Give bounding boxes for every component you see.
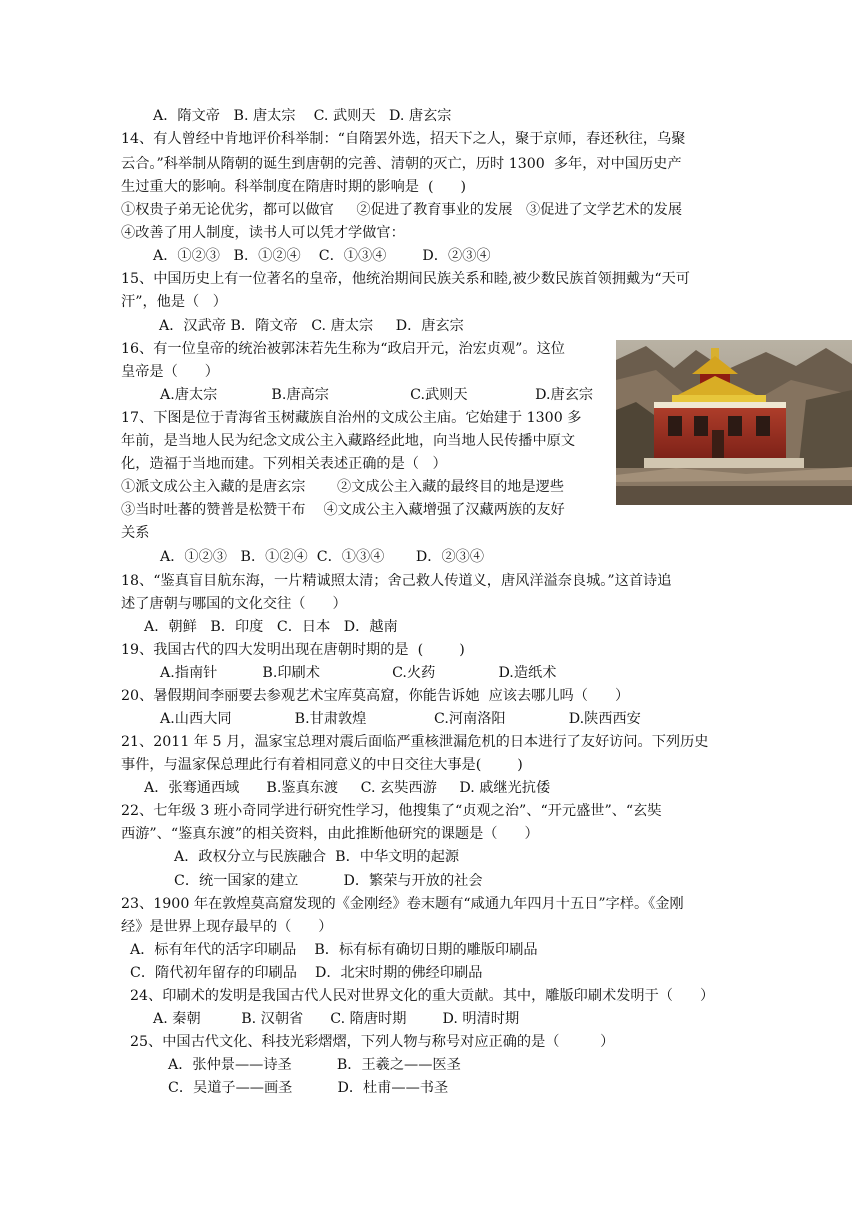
q23-options-line1: A．标有年代的活字印刷品 B．标有标有确切日期的雕版印刷品 xyxy=(130,942,538,958)
q15-stem-line1: 15、中国历史上有一位著名的皇帝，他统治期间民族关系和睦,被少数民族首领拥戴为“天可 xyxy=(121,271,690,287)
q13-options: A．隋文帝 B. 唐太宗 C. 武则天 D. 唐玄宗 xyxy=(153,108,452,124)
q14-statements-line1: ①权贵子弟无论优劣，都可以做官 ②促进了教育事业的发展 ③促进了文学艺术的发展 xyxy=(121,202,683,218)
q18-stem-line2: 述了唐朝与哪国的文化交往（ ） xyxy=(121,596,347,612)
q14-stem-line3: 生过重大的影响。科举制度在隋唐时期的影响是 ( ) xyxy=(121,179,467,195)
q25-options-line2: C．吴道子——画圣 D．杜甫——书圣 xyxy=(168,1080,449,1096)
q17-options: A．①②③ B．①②④ C．①③④ D．②③④ xyxy=(160,549,485,565)
q22-options-line2: C．统一国家的建立 D．繁荣与开放的社会 xyxy=(174,873,483,889)
q23-stem-line1: 23、1900 年在敦煌莫高窟发现的《金刚经》卷末题有“咸通九年四月十五日”字样。《金刚 xyxy=(121,896,684,912)
q17-statements-line3: 关系 xyxy=(121,525,150,541)
q14-options: A．①②③ B．①②④ C．①③④ D．②③④ xyxy=(153,248,491,264)
q17-statements-line2: ③当时吐蕃的赞普是松赞干布 ④文成公主入藏增强了汉藏两族的友好 xyxy=(121,502,565,518)
q24-options: A. 秦朝 B. 汉朝省 C. 隋唐时期 D. 明清时期 xyxy=(153,1011,520,1027)
q19-stem: 19、我国古代的四大发明出现在唐朝时期的是 ( ) xyxy=(121,642,465,658)
q21-options: A．张骞通西域 B.鉴真东渡 C. 玄奘西游 D. 戚继光抗倭 xyxy=(144,780,551,796)
q22-stem-line2: 西游”、“鉴真东渡”的相关资料，由此推断他研究的课题是（ ） xyxy=(121,826,539,842)
q17-stem-line3: 化，造福于当地而建。下列相关表述正确的是（ ） xyxy=(121,456,447,472)
q23-stem-line2: 经》是世界上现存最早的（ ） xyxy=(121,919,333,935)
q25-options-line1: A．张仲景——诗圣 B．王羲之——医圣 xyxy=(168,1057,461,1073)
q25-stem: 25、中国古代文化、科技光彩熠熠，下列人物与称号对应正确的是（ ） xyxy=(130,1034,615,1050)
q15-options: A．汉武帝 B．隋文帝 C. 唐太宗 D．唐玄宗 xyxy=(159,318,464,334)
q17-stem-line2: 年前，是当地人民为纪念文成公主入藏路经此地，向当地人民传播中原文 xyxy=(121,433,576,449)
q22-options-line1: A．政权分立与民族融合 B．中华文明的起源 xyxy=(174,849,460,865)
q14-stem-line1: 14、有人曾经中肯地评价科举制：“自隋罢外选，招天下之人，聚于京师，春还秋往，乌聚 xyxy=(121,131,686,147)
q16-stem-line2: 皇帝是（ ） xyxy=(121,364,219,380)
q21-stem-line1: 21、2011 年 5 月，温家宝总理对震后面临严重核泄漏危机的日本进行了友好访问。下列历史 xyxy=(121,734,709,750)
q18-stem-line1: 18、“鉴真盲目航东海，一片精诚照太清；舍己救人传道义，唐风洋溢奈良城。”这首诗追 xyxy=(121,573,672,589)
q15-stem-line2: 汗”，他是（ ） xyxy=(121,294,227,310)
q16-options: A.唐太宗 B.唐高宗 C.武则天 D.唐玄宗 xyxy=(160,387,594,403)
q24-stem: 24、印刷术的发明是我国古代人民对世界文化的重大贡献。其中，雕版印刷术发明于（ ） xyxy=(130,988,715,1004)
q14-stem-line2: 云合。”科举制从隋朝的诞生到唐朝的完善、清朝的灭亡，历时 1300 多年，对中国历史产 xyxy=(121,156,682,172)
q20-options: A.山西大同 B.甘肃敦煌 C.河南洛阳 D.陕西西安 xyxy=(160,711,641,727)
q14-statements-line2: ④改善了用人制度，读书人可以凭才学做官： xyxy=(121,225,405,241)
q21-stem-line2: 事件，与温家保总理此行有着相同意义的中日交往大事是( ) xyxy=(121,757,523,773)
q17-stem-line1: 17、下图是位于青海省玉树藏族自治州的文成公主庙。它始建于 1300 多 xyxy=(121,410,582,426)
q16-stem-line1: 16、有一位皇帝的统治被郭沫若先生称为“政启开元，治宏贞观”。这位 xyxy=(121,341,565,357)
q17-statements-line1: ①派文成公主入藏的是唐玄宗 ②文成公主入藏的最终目的地是逻些 xyxy=(121,479,565,495)
q23-options-line2: C．隋代初年留存的印刷品 D．北宋时期的佛经印刷品 xyxy=(130,965,483,981)
q22-stem-line1: 22、七年级 3 班小奇同学进行研究性学习，他搜集了“贞观之治”、“开元盛世”、“玄奘 xyxy=(121,803,662,819)
q19-options: A.指南针 B.印刷术 C.火药 D.造纸术 xyxy=(160,665,557,681)
wencheng-temple-photo xyxy=(616,340,852,505)
q20-stem: 20、暑假期间李丽要去参观艺术宝库莫高窟，你能告诉她 应该去哪儿吗（ ） xyxy=(121,688,630,704)
q18-options: A．朝鲜 B．印度 C．日本 D．越南 xyxy=(144,619,398,635)
